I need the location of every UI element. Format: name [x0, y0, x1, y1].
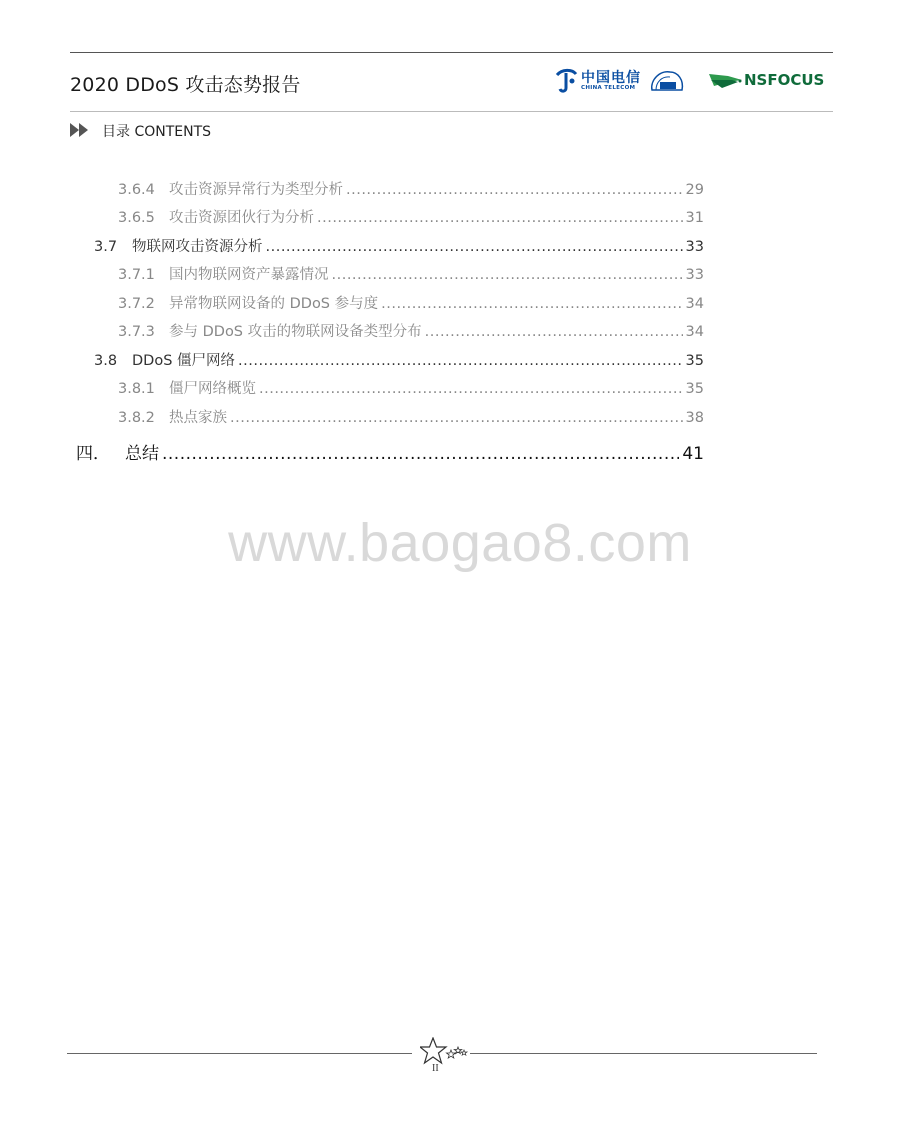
toc-entry-number: 3.8 [94, 353, 118, 369]
footer-rule-left [67, 1053, 412, 1054]
toc-entry[interactable] [118, 377, 704, 398]
toc-entry[interactable] [94, 235, 704, 256]
toc-entry[interactable] [76, 439, 704, 464]
contents-heading: 目录 CONTENTS [102, 124, 212, 140]
toc-entry-page: 35 [685, 353, 704, 369]
toc-entry-number: 3.8.1 [118, 381, 155, 397]
toc-entry-number: 3.7.1 [118, 267, 155, 283]
toc-entry[interactable] [118, 206, 704, 227]
footer-rule-right [470, 1053, 817, 1054]
toc-leader-dots [381, 296, 682, 312]
toc-entry-page: 33 [685, 267, 704, 283]
star-ornament-icon [420, 1037, 468, 1067]
toc-entry-title: 总结 [125, 444, 159, 464]
toc-leader-dots [317, 210, 683, 226]
toc-leader-dots [346, 182, 683, 198]
china-telecom-en-name: CHINA TELECOM [581, 85, 636, 91]
toc-entry-number: 3.7 [94, 239, 118, 255]
toc-entry-page: 29 [685, 182, 704, 198]
nsfocus-logo [708, 68, 834, 94]
toc-leader-dots [425, 324, 683, 340]
toc-entry-title: DDoS 僵尸网络 [132, 353, 236, 369]
report-title: 2020 DDoS 攻击态势报告 [70, 74, 301, 96]
watermark: www.baogao8.com [228, 513, 692, 573]
header-bottom-rule [70, 111, 833, 112]
toc-entry-title: 异常物联网设备的 DDoS 参与度 [169, 296, 379, 312]
toc-entry-title: 参与 DDoS 攻击的物联网设备类型分布 [169, 324, 422, 340]
toc-leader-dots [266, 239, 683, 255]
toc-entry-title: 热点家族 [169, 410, 227, 426]
header-top-rule [70, 52, 833, 53]
toc-entry-title: 攻击资源团伙行为分析 [169, 210, 314, 226]
china-telecom-emblem-icon [553, 66, 579, 94]
toc-entry-title: 物联网攻击资源分析 [132, 239, 263, 255]
toc-entry-title: 攻击资源异常行为类型分析 [169, 182, 343, 198]
toc-entry-number: 3.8.2 [118, 410, 155, 426]
toc-leader-dots [230, 410, 683, 426]
nsfocus-wing-icon [708, 70, 744, 92]
toc-entry-page: 34 [685, 324, 704, 340]
toc-entry-page: 35 [685, 381, 704, 397]
toc-entry-title: 国内物联网资产暴露情况 [169, 267, 329, 283]
double-arrow-icon [70, 122, 90, 138]
toc-leader-dots [332, 267, 683, 283]
toc-entry-number: 四． [76, 444, 110, 464]
china-telecom-logo [553, 66, 688, 96]
toc-leader-dots [162, 444, 679, 464]
toc-entry-page: 31 [685, 210, 704, 226]
toc-entry-number: 3.7.3 [118, 324, 155, 340]
toc-entry-title: 僵尸网络概览 [169, 381, 256, 397]
toc-entry[interactable] [118, 263, 704, 284]
toc-leader-dots [238, 353, 683, 369]
toc-entry-page: 41 [682, 444, 704, 464]
toc-entry[interactable] [118, 178, 704, 199]
toc-entry-number: 3.6.4 [118, 182, 155, 198]
nsfocus-name: NSFOCUS [744, 71, 825, 89]
toc-entry-page: 38 [685, 410, 704, 426]
page-number: II [432, 1063, 439, 1074]
toc-entry-number: 3.6.5 [118, 210, 155, 226]
toc-entry[interactable] [118, 320, 704, 341]
toc-entry[interactable] [94, 349, 704, 370]
toc-entry-page: 33 [685, 239, 704, 255]
toc-entry[interactable] [118, 292, 704, 313]
cloud-security-badge-icon [648, 66, 686, 94]
toc-entry-number: 3.7.2 [118, 296, 155, 312]
toc-entry[interactable] [118, 406, 704, 427]
china-telecom-cn-name: 中国电信 [581, 70, 641, 86]
toc-entry-page: 34 [685, 296, 704, 312]
toc-leader-dots [259, 381, 683, 397]
